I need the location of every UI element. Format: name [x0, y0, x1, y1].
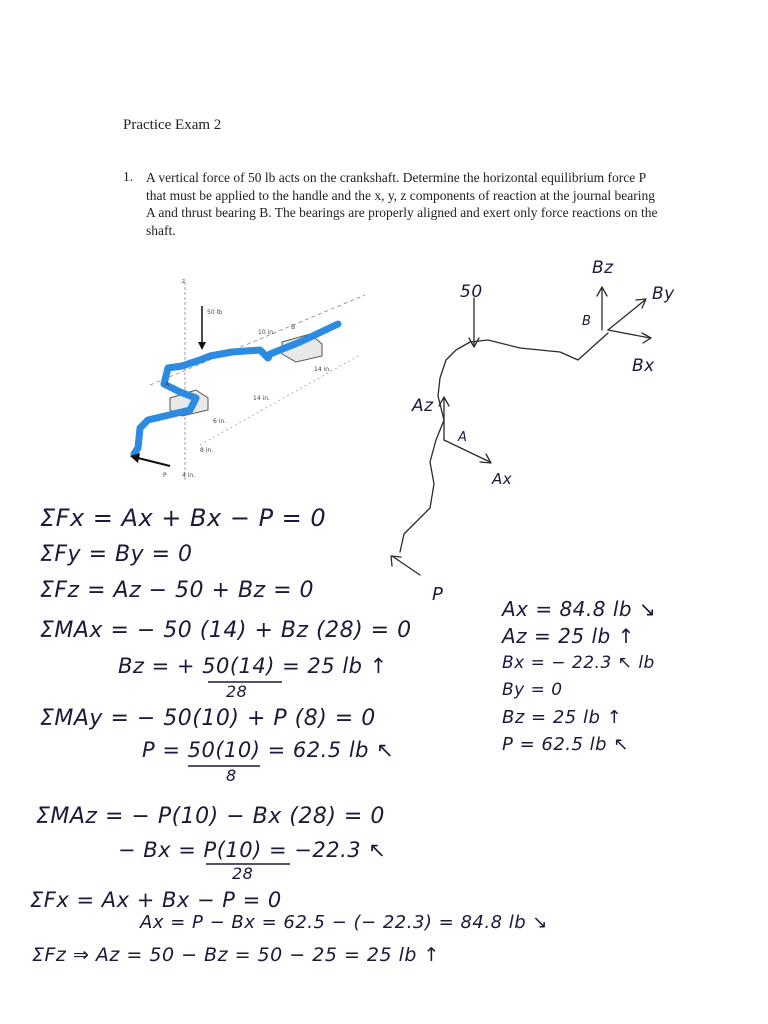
equation-sum-fx: ΣFx = Ax + Bx − P = 0	[40, 504, 327, 532]
answers-block	[502, 596, 656, 758]
fbd-b-label: B	[582, 314, 592, 329]
dim-4: 4 in.	[182, 472, 196, 479]
fbd-bz-label: Bz	[592, 258, 614, 278]
force-label: 50 lb	[207, 309, 223, 316]
dim-14a: 14 in.	[314, 366, 331, 373]
fbd-bx-label: Bx	[632, 356, 655, 376]
dim-10: 10 in.	[258, 329, 275, 336]
equation-p: P = 50(10) = 62.5 lb ↖	[142, 738, 395, 762]
fbd-force-label: 50	[460, 282, 483, 302]
answer-az: Az = 25 lb ↑	[502, 624, 635, 648]
fbd-a-label: A	[458, 430, 468, 445]
equation-p-denominator: 8	[226, 766, 237, 785]
equation-bx: − Bx = P(10) = −22.3 ↖	[118, 838, 387, 862]
equation-bz: Bz = + 50(14) = 25 lb ↑	[118, 654, 388, 678]
fbd-p-label: P	[432, 584, 444, 605]
equation-moment-az: ΣMAz = − P(10) − Bx (28) = 0	[36, 804, 385, 829]
equation-sum-fx-2: ΣFx = Ax + Bx − P = 0	[30, 888, 282, 912]
fbd-az-label: Az	[412, 396, 434, 416]
equation-bz-denominator: 28	[226, 682, 248, 701]
equation-sum-fy: ΣFy = By = 0	[40, 542, 193, 567]
label-z-fig: z	[182, 278, 186, 285]
label-a-fig: A	[165, 381, 170, 388]
equation-bx-denominator: 28	[232, 864, 254, 883]
answer-p: P = 62.5 lb ↖	[502, 734, 629, 755]
dim-8: 8 in.	[200, 447, 214, 454]
dim-14b: 14 in.	[253, 395, 270, 402]
problem-number: 1.	[123, 169, 134, 184]
equation-sum-fz: ΣFz = Az − 50 + Bz = 0	[40, 578, 315, 603]
equation-az: ΣFz ⇒ Az = 50 − Bz = 50 − 25 = 25 lb ↑	[32, 944, 440, 966]
equation-moment-ax: ΣMAx = − 50 (14) + Bz (28) = 0	[40, 618, 412, 643]
fbd-ax-label: Ax	[492, 470, 513, 488]
answer-bx: Bx = − 22.3 ↖ lb	[502, 653, 655, 673]
label-p-fig: P	[163, 472, 167, 479]
label-b-fig: B	[291, 324, 296, 331]
equation-ax: Ax = P − Bx = 62.5 − (− 22.3) = 84.8 lb ↘	[140, 912, 548, 933]
problem-statement: A vertical force of 50 lb acts on the crankshaft. Determine the horizontal equilibrium force P that must be applied to the handle and the x, y, z components of reaction at the journal bearing A and thrust bearing B. The bearings are properly aligned and exert only force reactions on the shaft.	[146, 170, 658, 238]
answer-bz: Bz = 25 lb ↑	[502, 707, 623, 728]
dim-6: 6 in.	[213, 418, 227, 425]
equation-moment-ay: ΣMAy = − 50(10) + P (8) = 0	[40, 706, 376, 731]
answer-by: By = 0	[502, 680, 563, 700]
fbd-by-label: By	[652, 284, 675, 304]
answer-ax: Ax = 84.8 lb ↘	[502, 597, 657, 621]
page-title: Practice Exam 2	[123, 117, 222, 133]
